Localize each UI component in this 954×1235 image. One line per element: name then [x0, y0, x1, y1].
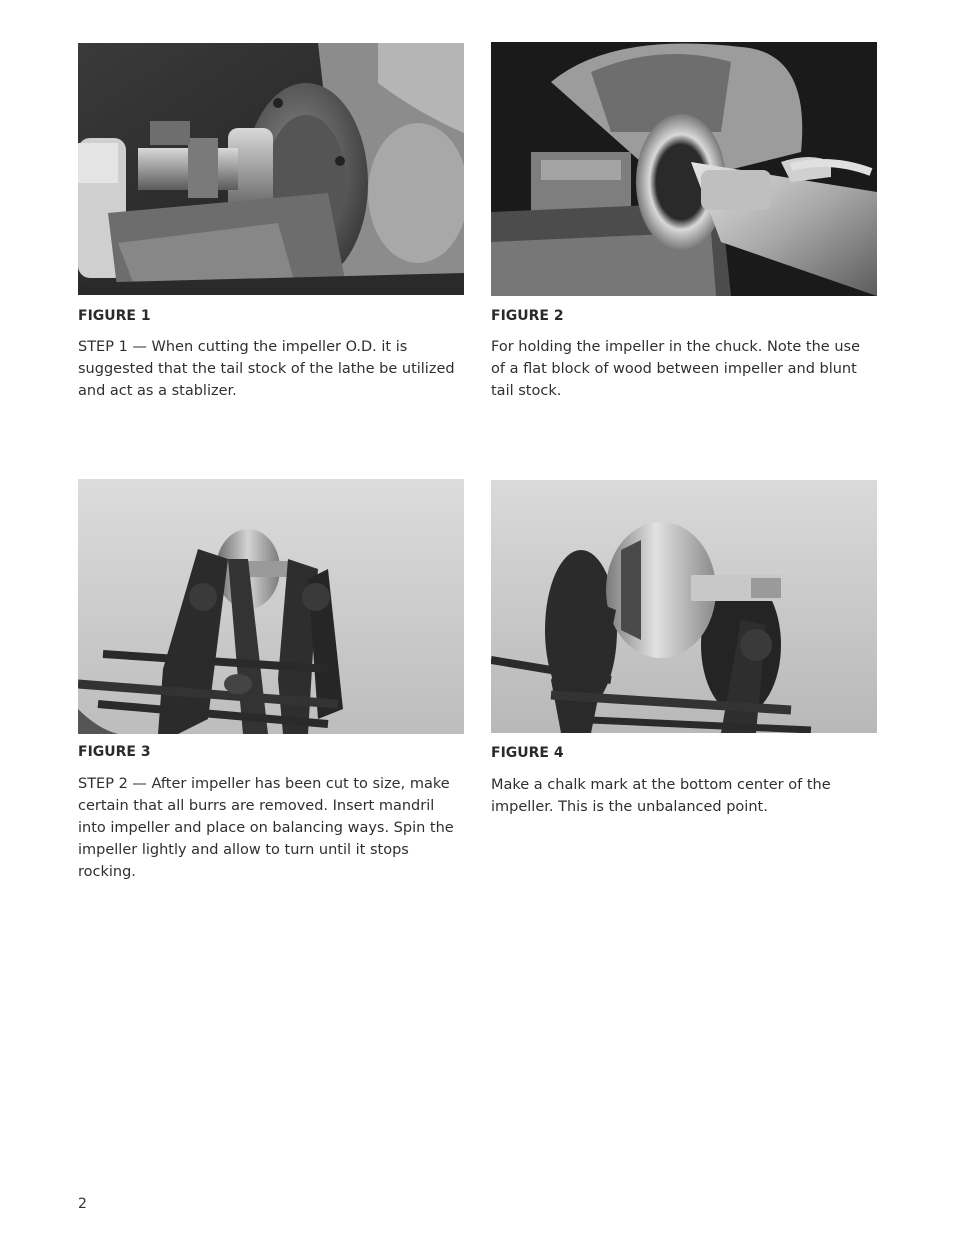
- figure-4-photo: [491, 480, 877, 733]
- figure-3-label: FIGURE 3: [78, 744, 151, 760]
- figure-2: [491, 42, 877, 399]
- page-number: 2: [78, 1196, 87, 1212]
- figure-1-label: FIGURE 1: [78, 308, 151, 324]
- figure-2-caption: [491, 336, 877, 402]
- figure-4-label: FIGURE 4: [491, 745, 564, 761]
- figure-4: [491, 480, 877, 815]
- figure-2-photo: [491, 42, 877, 296]
- figure-3-caption: [78, 773, 464, 883]
- figure-2-label: FIGURE 2: [491, 308, 564, 324]
- figure-4-caption: [491, 774, 877, 818]
- figure-3-caption-text: — After impeller has been cut to size, make certain that all burrs are removed. Insert mandril into impeller and place on balancing ways. Spin the impeller lightly and allow to turn until it stops rocking.: [78, 776, 454, 880]
- figure-3: [78, 479, 464, 880]
- figure-4-caption-text: Make a chalk mark at the bottom center of the impeller. This is the unbalanced point.: [491, 777, 831, 815]
- figure-1-caption: [78, 336, 464, 402]
- figure-2-caption-text: For holding the impeller in the chuck. Note the use of a flat block of wood between impeller and blunt tail stock.: [491, 339, 860, 399]
- figure-1-caption-text: — When cutting the impeller O.D. it is suggested that the tail stock of the lathe be utilized and act as a stablizer.: [78, 339, 455, 399]
- figure-1-step: STEP 1: [78, 339, 128, 355]
- figure-1-photo: [78, 43, 464, 295]
- figure-1: [78, 43, 464, 399]
- figure-3-step: STEP 2: [78, 776, 128, 792]
- figure-3-photo: [78, 479, 464, 734]
